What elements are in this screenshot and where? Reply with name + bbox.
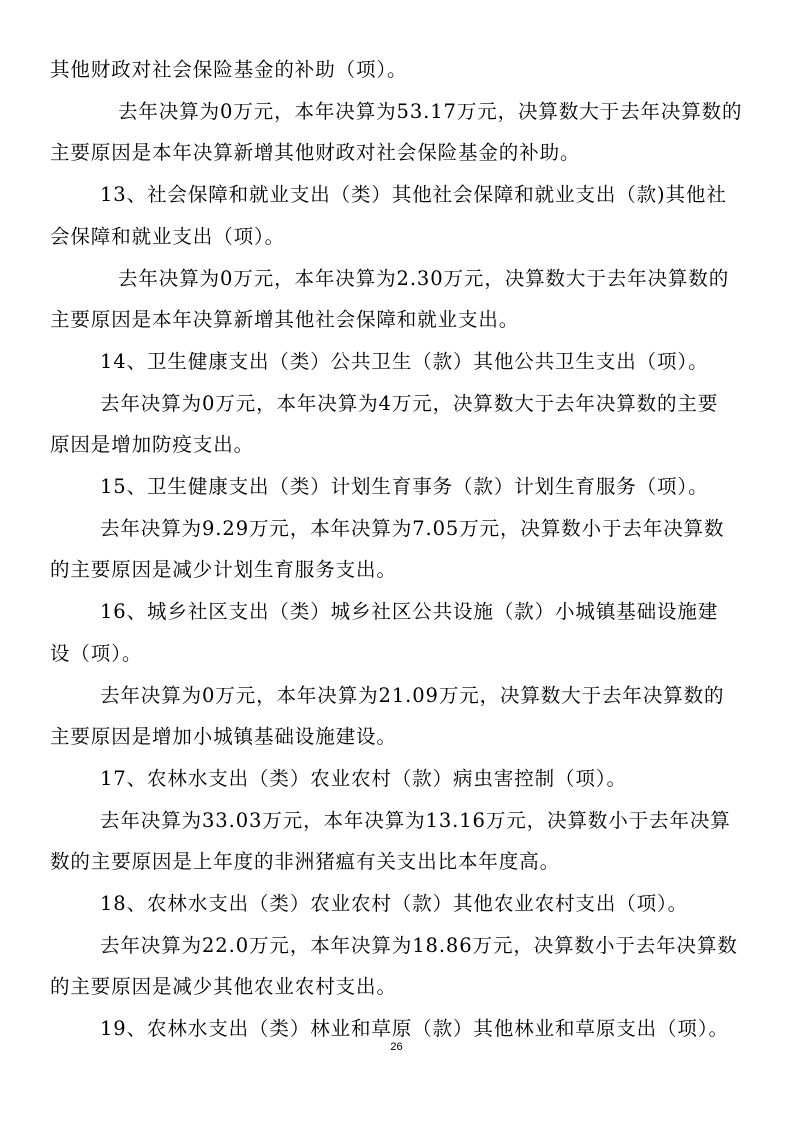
text-line: 去年决算为0万元，本年决算为4万元，决算数大于去年决算数的主要 (100, 392, 719, 415)
page-number: 26 (390, 1041, 403, 1053)
text-line: 19、农林水支出（类）林业和草原（款）其他林业和草原支出（项）。 (100, 1017, 729, 1040)
text-line: 去年决算为0万元，本年决算为2.30万元，决算数大于去年决算数的 (118, 267, 730, 290)
text-line: 的主要原因是减少计划生育服务支出。 (50, 558, 397, 581)
text-line: 设（项）。 (50, 642, 143, 665)
text-line: 的主要原因是减少其他农业农村支出。 (50, 975, 397, 998)
text-line: 15、卫生健康支出（类）计划生育事务（款）计划生育服务（项）。 (100, 475, 709, 498)
text-line: 主要原因是本年决算新增其他财政对社会保险基金的补助。 (50, 141, 581, 164)
text-line: 去年决算为33.03万元，本年决算为13.16万元，决算数小于去年决算 (100, 809, 731, 832)
text-line: 去年决算为0万元，本年决算为53.17万元，决算数大于去年决算数的 (118, 100, 743, 123)
text-line: 原因是增加防疫支出。 (50, 433, 255, 456)
text-line: 18、农林水支出（类）农业农村（款）其他农业农村支出（项）。 (100, 892, 689, 915)
text-line: 其他财政对社会保险基金的补助（项）。 (50, 58, 408, 81)
text-line: 去年决算为0万元，本年决算为21.09万元，决算数大于去年决算数的 (100, 684, 725, 707)
text-line: 主要原因是本年决算新增其他社会保障和就业支出。 (50, 308, 520, 331)
text-line: 数的主要原因是上年度的非洲猪瘟有关支出比本年度高。 (50, 850, 561, 873)
text-line: 16、城乡社区支出（类）城乡社区公共设施（款）小城镇基础设施建 (100, 600, 719, 623)
text-line: 去年决算为9.29万元，本年决算为7.05万元，决算数小于去年决算数 (100, 517, 725, 540)
text-line: 去年决算为22.0万元，本年决算为18.86万元，决算数小于去年决算数 (100, 934, 738, 957)
text-line: 14、卫生健康支出（类）公共卫生（款）其他公共卫生支出（项）。 (100, 350, 709, 373)
text-line: 主要原因是增加小城镇基础设施建设。 (50, 725, 397, 748)
text-line: 13、社会保障和就业支出（类）其他社会保障和就业支出（款)其他社 (100, 183, 727, 206)
text-line: 会保障和就业支出（项）。 (50, 225, 286, 248)
text-line: 17、农林水支出（类）农业农村（款）病虫害控制（项）。 (100, 767, 627, 790)
